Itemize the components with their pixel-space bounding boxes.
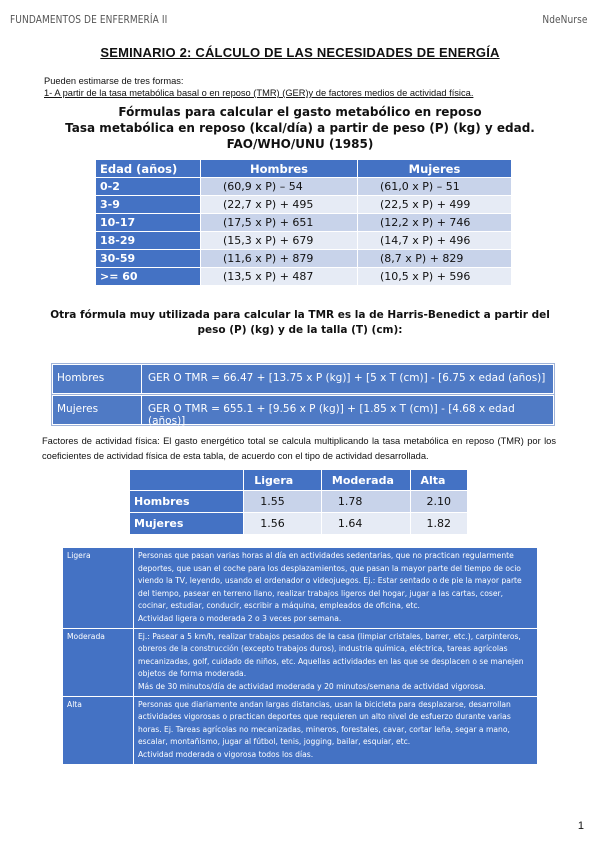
age-cell: 18-29 xyxy=(96,232,201,250)
table-row xyxy=(96,214,512,232)
af-value: 2.10 xyxy=(410,491,468,513)
women-formula-cell: (61,0 x P) – 51 xyxy=(358,178,512,196)
activity-level-label: Alta xyxy=(63,696,134,764)
description-extra: Actividad ligera o moderada 2 o 3 veces por semana. xyxy=(138,613,342,623)
activity-level-description xyxy=(134,548,538,629)
table-row xyxy=(130,491,468,513)
women-formula-cell: (10,5 x P) + 596 xyxy=(358,268,512,286)
tmr-table xyxy=(96,160,512,285)
harris-men-formula: GER O TMR = 66.47 + [13.75 x P (kg)] + [5 x T (cm)] - [6.75 x edad (años)] xyxy=(148,372,546,384)
harris-text-line-1: Otra fórmula muy utilizada para calcular la TMR es la de Harris-Benedict a partir del xyxy=(50,309,550,321)
af-value: 1.64 xyxy=(321,513,410,535)
age-cell: 30-59 xyxy=(96,250,201,268)
col-header-age: Edad (años) xyxy=(96,160,201,178)
women-formula-cell: (12,2 x P) + 746 xyxy=(358,214,512,232)
tmr-table-header-row xyxy=(96,160,512,178)
tmr-source: FAO/WHO/UNU (1985) xyxy=(226,137,374,151)
divider xyxy=(141,396,142,424)
men-formula-cell: (11,6 x P) + 879 xyxy=(201,250,358,268)
activity-description-table xyxy=(62,547,538,765)
col-header-men: Hombres xyxy=(201,160,358,178)
activity-level-description xyxy=(134,696,538,764)
women-formula-cell: (22,5 x P) + 499 xyxy=(358,196,512,214)
harris-men-row xyxy=(52,364,554,394)
harris-benedict-intro xyxy=(0,308,600,338)
description-extra: Actividad moderada o vigorosa todos los días. xyxy=(138,749,314,759)
tmr-heading: Fórmulas para calcular el gasto metabólico en reposo xyxy=(118,105,482,119)
page-number: 1 xyxy=(577,820,584,832)
men-formula-cell: (13,5 x P) + 487 xyxy=(201,268,358,286)
af-value: 1.56 xyxy=(244,513,322,535)
activity-factor-table xyxy=(130,470,468,534)
harris-women-formula: GER O TMR = 655.1 + [9.56 x P (kg)] + [1.85 x T (cm)] - [4.68 x edad (años)] xyxy=(148,403,515,427)
af-value: 1.55 xyxy=(244,491,322,513)
age-cell: 3-9 xyxy=(96,196,201,214)
men-formula-cell: (22,7 x P) + 495 xyxy=(201,196,358,214)
table-row xyxy=(96,268,512,286)
table-row xyxy=(63,628,538,696)
af-col-header-light: Ligera xyxy=(244,470,322,491)
af-value: 1.78 xyxy=(321,491,410,513)
women-formula-cell: (14,7 x P) + 496 xyxy=(358,232,512,250)
age-cell: 10-17 xyxy=(96,214,201,232)
activity-level-description xyxy=(134,628,538,696)
af-col-header-blank xyxy=(130,470,244,491)
description-extra: Más de 30 minutos/día de actividad moderada y 20 minutos/semana de actividad vigorosa. xyxy=(138,681,486,691)
age-cell: 0-2 xyxy=(96,178,201,196)
men-formula-cell: (15,3 x P) + 679 xyxy=(201,232,358,250)
table-row xyxy=(96,250,512,268)
description-text: Personas que pasan varias horas al día en actividades sedentarias, que no practican regularmente deportes, que usan el coche para los desplazamientos, que pasan la mayor parte del tiempo de ocio viendo la TV, leyendo, usando el ordenador o videojuegos. Ej.: Estar sentado o de pie la mayor parte del tiempo, pasear en terreno llano, realizar trabajos ligeros del hogar, jugar a las cartas, coser, cocinar, estudiar, conducir, escribir a máquina, empleados de oficina, etc. xyxy=(138,551,522,611)
af-row-label: Mujeres xyxy=(130,513,244,535)
activity-factor-text: Factores de actividad física: El gasto energético total se calcula multiplicando la tasa metabólica en reposo (TMR) por los coeficientes de actividad física de esta tabla, de acuerdo con el tipo de actividad desarrollada. xyxy=(42,436,556,461)
harris-women-row xyxy=(52,395,554,425)
table-row xyxy=(130,513,468,535)
af-header-row xyxy=(130,470,468,491)
table-row xyxy=(63,696,538,764)
men-formula-cell: (60,9 x P) – 54 xyxy=(201,178,358,196)
men-formula-cell: (17,5 x P) + 651 xyxy=(201,214,358,232)
description-text: Personas que diariamente andan largas distancias, usan la bicicleta para desplazarse, desarrollan actividades vigorosas o practican deportes que requieren un alto nivel de esfuerzo durante varias horas. Ej. Tareas agrícolas no mecanizadas, mineros, forestales, cavar, cortar leña, segar a mano, escalar, montañismo, jugar al fútbol, tenis, jogging, bailar, esquiar, etc. xyxy=(138,699,511,747)
af-col-header-high: Alta xyxy=(410,470,468,491)
harris-text-line-2: peso (P) (kg) y de la talla (T) (cm): xyxy=(197,324,403,336)
af-col-header-moderate: Moderada xyxy=(321,470,410,491)
af-value: 1.82 xyxy=(410,513,468,535)
page-title: SEMINARIO 2: CÁLCULO DE LAS NECESIDADES DE ENERGÍA xyxy=(100,45,500,60)
intro-text: Pueden estimarse de tres formas: xyxy=(44,76,184,86)
harris-women-label: Mujeres xyxy=(57,403,99,415)
divider xyxy=(141,365,142,393)
tmr-subheading: Tasa metabólica en reposo (kcal/día) a partir de peso (P) (kg) y edad. xyxy=(65,121,535,135)
af-row-label: Hombres xyxy=(130,491,244,513)
table-row xyxy=(96,196,512,214)
harris-men-label: Hombres xyxy=(57,372,105,384)
header-course: FUNDAMENTOS DE ENFERMERÍA II xyxy=(10,14,168,26)
activity-level-label: Moderada xyxy=(63,628,134,696)
col-header-women: Mujeres xyxy=(358,160,512,178)
method-1-text: 1- A partir de la tasa metabólica basal o en reposo (TMR) (GER)y de factores medios de actividad física. xyxy=(44,88,474,98)
description-text: Ej.: Pasear a 5 km/h, realizar trabajos pesados de la casa (limpiar cristales, barrer, etc.), carpinteros, obreros de la construcción (excepto trabajos duros), industria química, eléctrica, tareas agrícolas mecanizadas, golf, cuidado de niños, etc. Aquellas actividades en las que se desplacen o se manejen objetos de forma moderada. xyxy=(138,631,524,679)
women-formula-cell: (8,7 x P) + 829 xyxy=(358,250,512,268)
age-cell: >= 60 xyxy=(96,268,201,286)
table-row xyxy=(96,178,512,196)
activity-level-label: Ligera xyxy=(63,548,134,629)
table-row xyxy=(96,232,512,250)
header-brand: NdeNurse xyxy=(542,14,588,26)
table-row xyxy=(63,548,538,629)
